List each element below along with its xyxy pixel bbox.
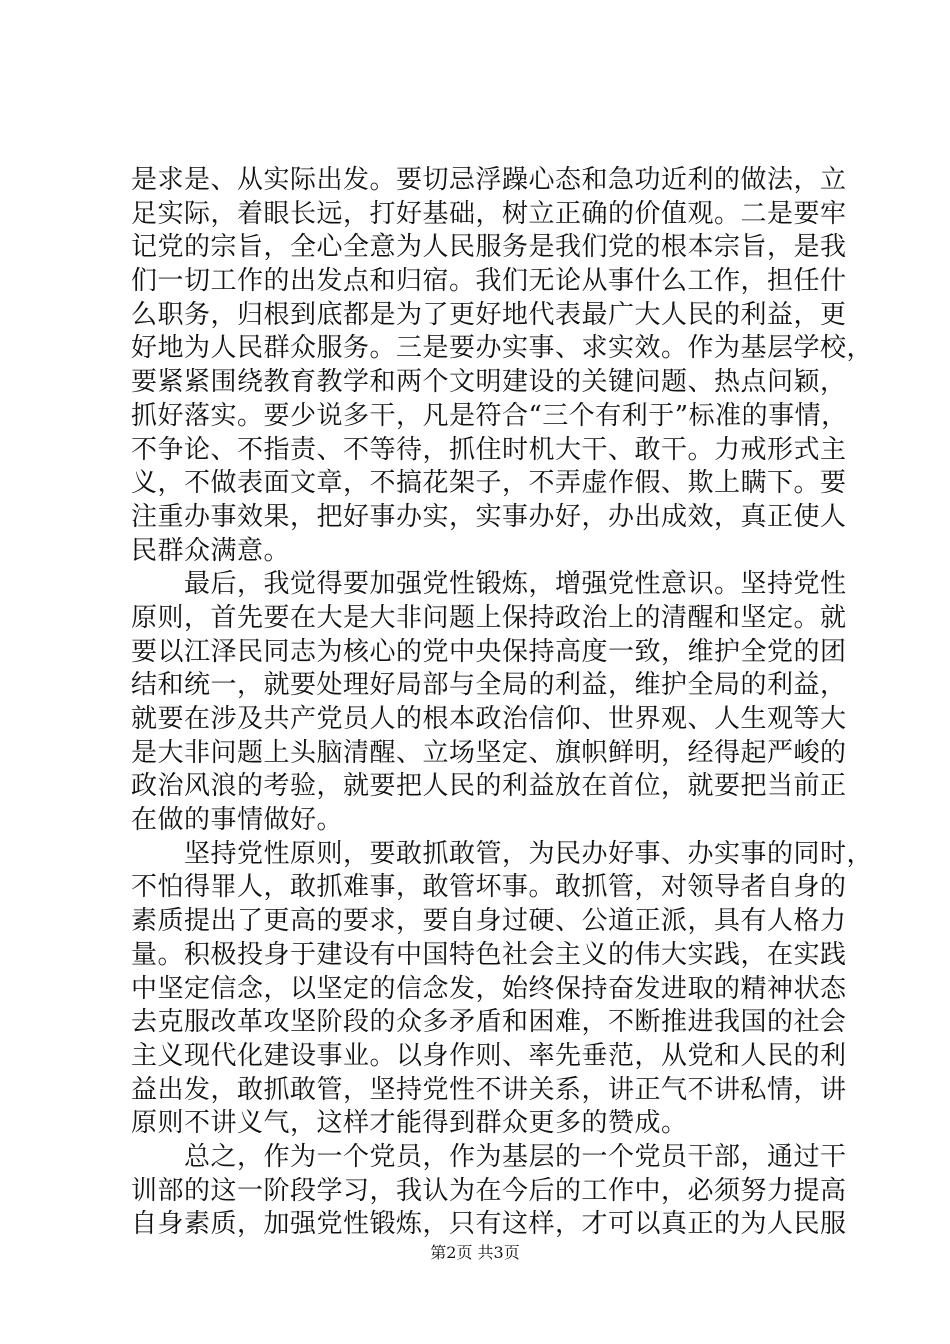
text-line: 主义现代化建设事业。以身作则、率先垂范，从党和人民的利 <box>131 1040 847 1071</box>
text-line: 总之，作为一个党员，作为基层的一个党员干部，通过干 <box>131 1141 847 1172</box>
text-line: 要以江泽民同志为核心的党中央保持高度一致，维护全党的团 <box>131 636 847 667</box>
text-line: 去克服改革攻坚阶段的众多矛盾和困难，不断推进我国的社会 <box>131 1007 847 1038</box>
text-line: 不怕得罪人，敢抓难事，敢管坏事。敢抓管，对领导者自身的 <box>131 872 847 903</box>
text-line: 自身素质，加强党性锻炼，只有这样，才可以真正的为人民服 <box>131 1209 847 1240</box>
text-line: 量。积极投身于建设有中国特色社会主义的伟大实践，在实践 <box>131 939 847 970</box>
text-line: 政治风浪的考验，就要把人民的利益放在首位，就要把当前正 <box>131 771 847 802</box>
text-line: 好地为人民群众服务。三是要办实事、求实效。作为基层学校， <box>131 333 874 364</box>
text-line: 素质提出了更高的要求，要自身过硬、公道正派，具有人格力 <box>131 906 847 937</box>
text-line: 在做的事情做好。 <box>131 805 344 836</box>
text-line: 记党的宗旨，全心全意为人民服务是我们党的根本宗旨，是我 <box>131 232 847 263</box>
text-line: 训部的这一阶段学习，我认为在今后的工作中，必须努力提高 <box>131 1175 847 1206</box>
text-line: 注重办事效果，把好事办实，实事办好，办出成效，真正使人 <box>131 501 847 532</box>
text-line: 是求是、从实际出发。要切忌浮躁心态和急功近利的做法，立 <box>131 165 847 195</box>
text-line: 是大非问题上头脑清醒、立场坚定、旗帜鲜明，经得起严峻的 <box>131 737 847 768</box>
text-line: 民群众满意。 <box>131 535 291 566</box>
text-line: 就要在涉及共产党员人的根本政治信仰、世界观、人生观等大 <box>131 704 847 734</box>
page-footer: 第2页 共3页 <box>430 1243 520 1262</box>
text-line: 结和统一，就要处理好局部与全局的利益，维护全局的利益， <box>131 670 847 701</box>
text-line: 要紧紧围绕教育教学和两个文明建设的关键问题、热点问颖， <box>131 367 847 398</box>
text-line: 不争论、不指责、不等待，抓住时机大干、敢干。力戒形式主 <box>131 434 847 465</box>
text-line: 足实际，着眼长远，打好基础，树立正确的价值观。二是要牢 <box>131 198 847 229</box>
text-line: 么职务，归根到底都是为了更好地代表最广大人民的利益，更 <box>131 299 847 330</box>
document-body <box>131 164 874 1242</box>
text-line: 原则不讲义气，这样才能得到群众更多的赞成。 <box>131 1108 688 1139</box>
text-line: 中坚定信念，以坚定的信念发，始终保持奋发进取的精神状态 <box>131 973 847 1004</box>
text-line: 坚持党性原则，要敢抓敢管，为民办好事、办实事的同时， <box>131 838 874 869</box>
text-line: 益出发，敢抓敢管，坚持党性不讲关系，讲正气不讲私情，讲 <box>131 1074 847 1105</box>
text-line: 原则，首先要在大是大非问题上保持政治上的清醒和坚定。就 <box>131 602 847 633</box>
text-line: 们一切工作的出发点和归宿。我们无论从事什么工作，担任什 <box>131 266 847 297</box>
text-line: 最后，我觉得要加强党性锻炼，增强党性意识。坚持党性 <box>131 569 847 600</box>
text-line: 义，不做表面文章，不搞花架子，不弄虚作假、欺上瞒下。要 <box>131 468 847 499</box>
text-line: 抓好落实。要少说多干，凡是符合“三个有利于”标准的事情， <box>131 400 848 431</box>
